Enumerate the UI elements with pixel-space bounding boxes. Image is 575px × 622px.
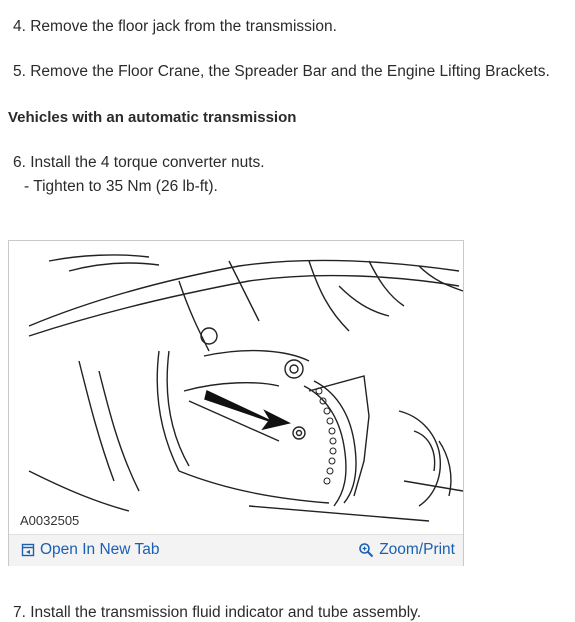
section-heading: Vehicles with an automatic transmission: [8, 109, 297, 126]
torque-converter-illustration: [9, 241, 463, 533]
zoom-print-label: Zoom/Print: [379, 541, 455, 558]
magnifier-icon: [358, 542, 374, 558]
figure-container: [8, 240, 464, 566]
step-7-partial: 7. Install the transmission fluid indicator and tube assembly.: [13, 604, 422, 621]
step-6-substep: - Tighten to 35 Nm (26 lb-ft).: [24, 178, 218, 195]
step-5: 5. Remove the Floor Crane, the Spreader Bar and the Engine Lifting Brackets.: [13, 63, 550, 80]
open-in-new-tab-label: Open In New Tab: [40, 541, 160, 558]
figure-toolbar: [9, 534, 463, 566]
figure-id: A0032505: [20, 513, 80, 528]
step-4: 4. Remove the floor jack from the transmission.: [13, 18, 337, 35]
zoom-print-link[interactable]: [358, 541, 455, 559]
open-in-new-tab-link[interactable]: [21, 541, 159, 559]
step-6: 6. Install the 4 torque converter nuts.: [13, 154, 265, 171]
open-in-new-tab-icon: [21, 543, 35, 557]
